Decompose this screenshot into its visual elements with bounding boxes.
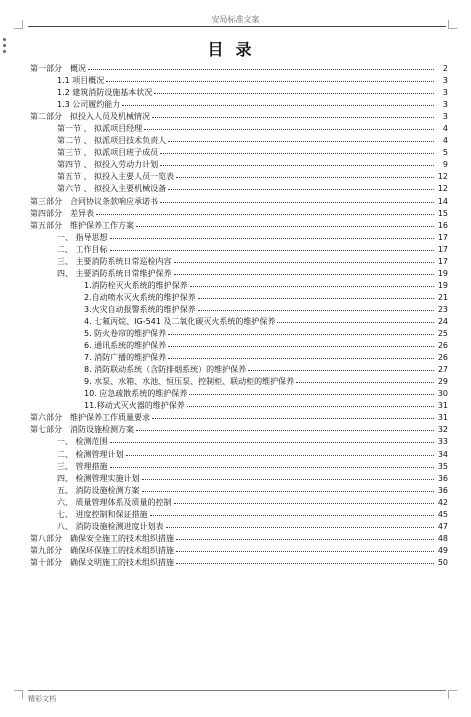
toc-entry[interactable] — [30, 496, 448, 508]
toc-entry-page-number: 3 — [442, 100, 448, 110]
toc-leader-dots — [187, 399, 434, 407]
toc-entry-label: 4. 七氟丙烷、IG-541 及二氧化碳灭火系统的维护保养 — [84, 316, 276, 326]
toc-leader-dots — [189, 387, 434, 395]
toc-entry-label: 二、 检测管理计划 — [57, 449, 124, 459]
page-header: 安局标准文案 — [211, 15, 260, 24]
toc-entry-label: 第四节 、 拟投入劳动力计划 — [57, 160, 159, 170]
toc-entry-page-number: 36 — [437, 485, 448, 495]
toc-entry-label: 八、 消防设施检测进度计划表 — [57, 521, 164, 531]
toc-entry-page-number: 3 — [442, 112, 448, 122]
toc-leader-dots — [168, 182, 434, 190]
table-of-contents — [30, 62, 448, 568]
footer-divider — [28, 690, 446, 691]
toc-entry-label: 第三部分 合同协议条款响应承诺书 — [30, 196, 158, 206]
toc-entry-label: 五、 消防设施检测方案 — [57, 485, 140, 495]
toc-entry-page-number: 5 — [442, 148, 448, 158]
toc-entry[interactable] — [30, 484, 448, 496]
toc-entry-page-number: 50 — [437, 557, 448, 567]
toc-entry-page-number: 17 — [437, 244, 448, 254]
toc-entry-page-number: 4 — [442, 124, 448, 134]
toc-entry-page-number: 12 — [437, 172, 448, 182]
toc-entry-page-number: 48 — [437, 533, 448, 543]
toc-entry-page-number: 26 — [437, 341, 448, 351]
toc-entry[interactable] — [30, 279, 448, 291]
toc-entry[interactable] — [30, 182, 448, 194]
toc-entry-page-number: 36 — [437, 473, 448, 483]
toc-entry-page-number: 3 — [442, 76, 448, 86]
toc-entry-page-number: 16 — [437, 220, 448, 230]
toc-entry-label: 第三节 、 拟派项目班子成员 — [57, 148, 159, 158]
toc-leader-dots — [296, 375, 434, 383]
toc-leader-dots — [190, 279, 434, 287]
toc-entry-label: 六、 质量管理体系及质量的控制 — [57, 497, 172, 507]
toc-entry[interactable] — [30, 303, 448, 315]
toc-entry-page-number: 29 — [437, 377, 448, 387]
toc-entry[interactable] — [30, 146, 448, 158]
toc-entry-label: 9. 水泵、水箱、水池、恒压泵、控制柜、联动柜的维护保养 — [84, 377, 295, 387]
toc-entry-label: 第九部分 确保环保施工的技术组织措施 — [30, 545, 174, 555]
toc-leader-dots — [136, 219, 434, 227]
toc-entry-label: 8. 消防联动系统（含防排烟系统）的维护保养 — [84, 365, 247, 375]
toc-entry-page-number: 34 — [437, 449, 448, 459]
toc-leader-dots — [176, 170, 434, 178]
toc-entry-page-number: 23 — [437, 304, 448, 314]
toc-entry[interactable] — [30, 195, 448, 207]
toc-entry-label: 一、 指导思想 — [57, 232, 108, 242]
toc-entry-page-number: 45 — [437, 509, 448, 519]
toc-entry[interactable] — [30, 399, 448, 411]
toc-leader-dots — [110, 243, 434, 251]
toc-leader-dots — [152, 110, 434, 118]
toc-entry-page-number: 2 — [442, 64, 448, 73]
toc-entry[interactable] — [30, 291, 448, 303]
toc-entry-page-number: 21 — [437, 292, 448, 302]
toc-entry-page-number: 42 — [437, 497, 448, 507]
toc-leader-dots — [176, 544, 434, 552]
toc-entry[interactable] — [30, 315, 448, 327]
toc-entry-page-number: 47 — [437, 521, 448, 531]
page-footer: 精彩文档 — [28, 695, 56, 703]
toc-leader-dots — [160, 158, 434, 166]
toc-entry[interactable] — [30, 339, 448, 351]
toc-entry-label: 7. 消防广播的维护保养 — [84, 353, 167, 363]
toc-entry-label: 10. 应急疏散系统的维护保养 — [84, 389, 188, 399]
toc-leader-dots — [88, 62, 434, 70]
toc-entry-page-number: 9 — [442, 160, 448, 170]
toc-entry-label: 第二部分 拟投入人员及机械情况 — [30, 112, 150, 122]
toc-leader-dots — [168, 339, 434, 347]
toc-entry-page-number: 33 — [437, 437, 448, 447]
toc-leader-dots — [174, 255, 434, 263]
toc-entry[interactable] — [30, 243, 448, 255]
toc-entry-page-number: 17 — [437, 256, 448, 266]
page-corner-mark — [14, 690, 23, 699]
toc-entry-page-number: 19 — [437, 280, 448, 290]
toc-leader-dots — [110, 435, 434, 443]
toc-entry[interactable] — [30, 62, 448, 74]
toc-entry-label: 第八部分 确保安全施工的技术组织措施 — [30, 533, 174, 543]
toc-entry-label: 1.1 项目概况 — [57, 76, 105, 86]
toc-entry-label: 四、 主要消防系统日常维护保养 — [57, 268, 172, 278]
toc-entry-page-number: 26 — [437, 353, 448, 363]
toc-leader-dots — [176, 556, 434, 564]
toc-leader-dots — [166, 520, 434, 528]
toc-entry-page-number: 30 — [437, 389, 448, 399]
toc-entry-label: 11.移动式灭火器的维护保养 — [84, 401, 185, 411]
toc-entry[interactable] — [30, 327, 448, 339]
toc-entry-label: 第一部分 概况 — [30, 64, 86, 73]
toc-entry[interactable] — [30, 411, 448, 423]
toc-entry-label: 三、 主要消防系统日常巡检内容 — [57, 256, 172, 266]
toc-entry[interactable] — [30, 448, 448, 460]
toc-leader-dots — [168, 134, 434, 142]
toc-entry[interactable] — [30, 255, 448, 267]
page-corner-mark — [448, 690, 457, 699]
toc-entry[interactable] — [30, 508, 448, 520]
toc-entry-page-number: 14 — [437, 196, 448, 206]
toc-entry-page-number: 27 — [437, 365, 448, 375]
toc-entry-label: 第四部分 差异表 — [30, 208, 94, 218]
toc-leader-dots — [110, 460, 434, 468]
toc-entry[interactable] — [30, 86, 448, 98]
toc-entry[interactable] — [30, 134, 448, 146]
toc-leader-dots — [174, 267, 434, 275]
toc-leader-dots — [110, 231, 434, 239]
toc-leader-dots — [122, 98, 434, 106]
toc-entry-label: 1.2 建筑消防设施基本状况 — [57, 88, 153, 98]
toc-entry-page-number: 19 — [437, 268, 448, 278]
page-title: 目录 — [207, 40, 264, 59]
toc-leader-dots — [144, 122, 434, 130]
toc-entry[interactable] — [30, 472, 448, 484]
toc-leader-dots — [154, 86, 434, 94]
toc-leader-dots — [142, 472, 434, 480]
toc-entry-label: 3.火灾自动报警系统的维护保养 — [84, 304, 196, 314]
toc-entry[interactable] — [30, 532, 448, 544]
toc-entry-page-number: 15 — [437, 208, 448, 218]
toc-entry[interactable] — [30, 351, 448, 363]
toc-entry-label: 第二节 、 拟派项目技术负责人 — [57, 136, 167, 146]
toc-entry-page-number: 17 — [437, 232, 448, 242]
toc-leader-dots — [106, 74, 434, 82]
toc-entry-label: 第六部分 维护保养工作质量要求 — [30, 413, 150, 423]
toc-leader-dots — [160, 195, 434, 203]
toc-entry-label: 第五节 、 拟投入主要人员一览表 — [57, 172, 175, 182]
header-divider — [28, 26, 446, 27]
toc-entry[interactable] — [30, 556, 448, 568]
toc-entry-page-number: 31 — [437, 401, 448, 411]
toc-entry[interactable] — [30, 110, 448, 122]
toc-leader-dots — [174, 496, 434, 504]
toc-entry-page-number: 49 — [437, 545, 448, 555]
toc-entry[interactable] — [30, 122, 448, 134]
toc-entry-page-number: 25 — [437, 329, 448, 339]
toc-entry[interactable] — [30, 74, 448, 86]
toc-leader-dots — [136, 423, 434, 431]
toc-entry-label: 第六节 、 拟投入主要机械设备 — [57, 184, 167, 194]
toc-entry-page-number: 35 — [437, 461, 448, 471]
toc-entry-label: 第一节 、 拟派项目经理 — [57, 124, 143, 134]
toc-entry[interactable] — [30, 267, 448, 279]
toc-entry[interactable] — [30, 375, 448, 387]
toc-leader-dots — [248, 363, 434, 371]
toc-leader-dots — [277, 315, 434, 323]
toc-leader-dots — [126, 448, 434, 456]
toc-leader-dots — [176, 532, 434, 540]
toc-entry-label: 第五部分 维护保养工作方案 — [30, 220, 134, 230]
toc-entry[interactable] — [30, 170, 448, 182]
toc-entry-page-number: 12 — [437, 184, 448, 194]
toc-entry-label: 一、 检测范围 — [57, 437, 108, 447]
toc-leader-dots — [168, 351, 434, 359]
toc-entry-page-number: 31 — [437, 413, 448, 423]
toc-entry-label: 5. 防火卷帘的维护保养 — [84, 329, 167, 339]
toc-entry[interactable] — [30, 387, 448, 399]
toc-entry-label: 七、 进度控制和保证措施 — [57, 509, 148, 519]
toc-entry[interactable] — [30, 363, 448, 375]
toc-leader-dots — [160, 146, 434, 154]
toc-entry-page-number: 24 — [437, 316, 448, 326]
toc-leader-dots — [168, 327, 434, 335]
toc-leader-dots — [96, 207, 434, 215]
toc-entry-label: 6. 通讯系统的维护保养 — [84, 341, 167, 351]
toc-leader-dots — [152, 411, 434, 419]
toc-entry-page-number: 32 — [437, 425, 448, 435]
toc-entry[interactable] — [30, 435, 448, 447]
toc-entry-label: 2.自动喷水灭火系统的维护保养 — [84, 292, 196, 302]
toc-leader-dots — [198, 303, 434, 311]
toc-entry-label: 第十部分 确保文明施工的技术组织措施 — [30, 557, 174, 567]
toc-entry[interactable] — [30, 460, 448, 472]
toc-entry[interactable] — [30, 231, 448, 243]
toc-entry[interactable] — [30, 207, 448, 219]
toc-entry[interactable] — [30, 520, 448, 532]
toc-leader-dots — [198, 291, 434, 299]
toc-entry-label: 三、 管理措施 — [57, 461, 108, 471]
toc-entry-label: 1.消防栓灭火系统的维护保养 — [84, 280, 188, 290]
toc-entry-label: 第七部分 消防设施检测方案 — [30, 425, 134, 435]
toc-entry[interactable] — [30, 423, 448, 435]
toc-entry[interactable] — [30, 219, 448, 231]
toc-entry-label: 1.3 公司履约能力 — [57, 100, 121, 110]
toc-entry-label: 二、 工作目标 — [57, 244, 108, 254]
toc-entry[interactable] — [30, 98, 448, 110]
toc-entry[interactable] — [30, 544, 448, 556]
toc-entry-label: 四、 检测管理实施计划 — [57, 473, 140, 483]
toc-entry-page-number: 4 — [442, 136, 448, 146]
toc-leader-dots — [142, 484, 434, 492]
toc-entry-page-number: 3 — [442, 88, 448, 98]
toc-entry[interactable] — [30, 158, 448, 170]
toc-leader-dots — [150, 508, 434, 516]
